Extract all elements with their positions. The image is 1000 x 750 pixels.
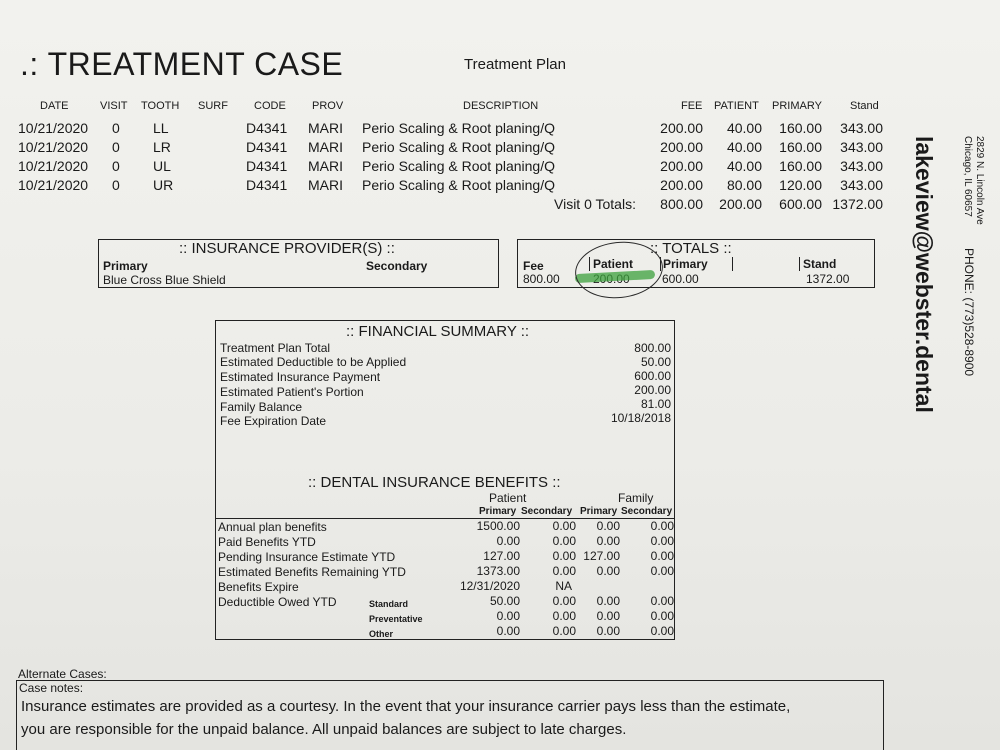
cell-prov: MARI	[308, 177, 343, 193]
totals-stand: 1372.00	[832, 196, 883, 212]
benefit-value: 0.00	[496, 534, 520, 548]
cell-patient: 40.00	[726, 120, 762, 136]
cell-fee: 200.00	[660, 120, 703, 136]
benefit-value: 0.00	[496, 609, 520, 623]
benefit-label: Paid Benefits YTD	[218, 535, 316, 549]
address-block	[961, 136, 985, 225]
totals-fee-value: 800.00	[523, 272, 560, 286]
cell-visit: 0	[112, 120, 120, 136]
cell-stand: 343.00	[840, 177, 883, 193]
cell-patient: 40.00	[726, 139, 762, 155]
benefit-value: 0.00	[552, 624, 576, 638]
benefit-value: 0.00	[596, 624, 620, 638]
table-row	[0, 176, 900, 194]
benefit-value: 1373.00	[476, 564, 520, 578]
cell-patient: 80.00	[726, 177, 762, 193]
cell-description: Perio Scaling & Root planing/Q	[362, 139, 555, 155]
benefit-value: 0.00	[650, 534, 674, 548]
totals-divider	[799, 257, 800, 271]
benefit-value: 0.00	[596, 519, 620, 533]
cell-date: 10/21/2020	[18, 158, 89, 174]
benefit-value: 127.00	[583, 549, 620, 563]
address-line: 2829 N. Lincoln Ave	[974, 136, 985, 225]
case-notes-box	[16, 680, 884, 750]
benefit-value: 50.00	[489, 594, 520, 608]
col-header-tooth: TOOTH	[141, 100, 180, 112]
benefits-title: :: DENTAL INSURANCE BENEFITS ::	[308, 474, 561, 491]
fin-label: Family Balance	[220, 400, 303, 414]
benefits-group-patient: Patient	[489, 491, 527, 505]
cell-tooth: LR	[153, 139, 171, 155]
fin-label: Estimated Patient's Portion	[220, 385, 364, 399]
cell-visit: 0	[112, 158, 120, 174]
cell-primary: 160.00	[779, 139, 822, 155]
totals-patient: 200.00	[719, 196, 762, 212]
cell-stand: 343.00	[840, 139, 883, 155]
benefits-col-family-primary: Primary	[580, 506, 618, 517]
cell-date: 10/21/2020	[18, 177, 89, 193]
alternate-cases-label: Alternate Cases:	[18, 667, 107, 681]
benefit-sublabel: Standard	[369, 599, 409, 609]
address-line: Chicago, IL 60657	[962, 136, 973, 217]
financial-summary-box	[215, 320, 675, 640]
benefit-label: Estimated Benefits Remaining YTD	[218, 565, 406, 579]
fin-value: 10/18/2018	[610, 411, 671, 425]
totals-box	[517, 239, 875, 288]
benefit-label: Deductible Owed YTD	[218, 595, 337, 609]
benefit-value: 0.00	[552, 534, 576, 548]
totals-primary-value: 600.00	[662, 272, 699, 286]
col-header-prov: PROV	[312, 100, 344, 112]
fin-value: 800.00	[634, 341, 671, 355]
benefits-col-patient-primary: Primary	[479, 506, 517, 517]
benefit-value: 0.00	[596, 564, 620, 578]
benefit-label: Benefits Expire	[218, 580, 299, 594]
cell-patient: 40.00	[726, 158, 762, 174]
benefit-value: 0.00	[552, 564, 576, 578]
cell-date: 10/21/2020	[18, 139, 89, 155]
benefit-value: 0.00	[596, 534, 620, 548]
benefit-value: 0.00	[650, 564, 674, 578]
benefit-value: 0.00	[552, 519, 576, 533]
cell-fee: 200.00	[660, 177, 703, 193]
benefit-value: 0.00	[650, 594, 674, 608]
website-text: lakeview@webster.dental	[911, 136, 937, 413]
benefit-sublabel: Preventative	[369, 614, 423, 624]
benefit-sublabel: Other	[369, 629, 394, 639]
col-header-date: DATE	[40, 100, 69, 112]
totals-label: Visit 0 Totals:	[554, 196, 636, 212]
table-row	[0, 138, 900, 156]
page-title: .: TREATMENT CASE	[20, 46, 344, 82]
totals-primary: 600.00	[779, 196, 822, 212]
cell-visit: 0	[112, 139, 120, 155]
insurance-provider-box	[98, 239, 499, 288]
phone-text: PHONE: (773)528-8900	[962, 248, 976, 377]
cell-visit: 0	[112, 177, 120, 193]
cell-prov: MARI	[308, 120, 343, 136]
col-header-patient: PATIENT	[714, 100, 759, 112]
insurance-primary-label: Primary	[103, 259, 148, 273]
totals-divider	[732, 257, 733, 271]
totals-patient-label: Patient	[593, 257, 634, 271]
benefit-value: 0.00	[552, 609, 576, 623]
cell-primary: 160.00	[779, 158, 822, 174]
cell-tooth: UL	[153, 158, 171, 174]
totals-box-title: :: TOTALS ::	[650, 240, 732, 257]
benefit-value: 1500.00	[476, 519, 520, 533]
col-header-code: CODE	[254, 100, 286, 112]
benefits-group-family: Family	[618, 491, 654, 505]
totals-fee-label: Fee	[523, 259, 544, 273]
insurance-secondary-label: Secondary	[366, 259, 428, 273]
benefit-value: NA	[555, 579, 572, 593]
benefits-col-patient-secondary: Secondary	[521, 506, 573, 517]
cell-description: Perio Scaling & Root planing/Q	[362, 120, 555, 136]
fin-value: 50.00	[640, 355, 671, 369]
cell-primary: 160.00	[779, 120, 822, 136]
cell-code: D4341	[246, 177, 288, 193]
totals-stand-label: Stand	[803, 257, 837, 271]
cell-prov: MARI	[308, 158, 343, 174]
benefit-value: 0.00	[552, 549, 576, 563]
col-header-visit: VISIT	[100, 100, 128, 112]
benefit-value: 0.00	[650, 609, 674, 623]
note-line: you are responsible for the unpaid balance. All unpaid balances are subject to late charges.	[21, 721, 627, 738]
cell-code: D4341	[246, 139, 288, 155]
totals-row	[0, 195, 900, 213]
cell-code: D4341	[246, 158, 288, 174]
benefit-value: 0.00	[650, 519, 674, 533]
col-header-fee: FEE	[681, 100, 703, 112]
cell-description: Perio Scaling & Root planing/Q	[362, 158, 555, 174]
financial-summary-title: :: FINANCIAL SUMMARY ::	[346, 323, 530, 340]
benefit-value: 0.00	[552, 594, 576, 608]
cell-description: Perio Scaling & Root planing/Q	[362, 177, 555, 193]
benefit-value: 12/31/2020	[459, 579, 520, 593]
col-header-primary: PRIMARY	[772, 100, 822, 112]
fin-value: 200.00	[634, 383, 671, 397]
benefit-value: 0.00	[650, 624, 674, 638]
benefit-value: 0.00	[596, 609, 620, 623]
cell-tooth: UR	[153, 177, 174, 193]
benefit-value: 0.00	[496, 624, 520, 638]
totals-stand-value: 1372.00	[806, 272, 850, 286]
totals-primary-label: Primary	[663, 257, 708, 271]
benefit-label: Annual plan benefits	[218, 520, 327, 534]
benefit-value: 127.00	[483, 549, 520, 563]
cell-prov: MARI	[308, 139, 343, 155]
col-header-description: DESCRIPTION	[463, 100, 539, 112]
fin-label: Estimated Insurance Payment	[220, 370, 381, 384]
cell-fee: 200.00	[660, 158, 703, 174]
cell-stand: 343.00	[840, 158, 883, 174]
cell-code: D4341	[246, 120, 288, 136]
benefit-value: 0.00	[650, 549, 674, 563]
fin-label: Estimated Deductible to be Applied	[220, 355, 407, 369]
totals-fee: 800.00	[660, 196, 703, 212]
col-header-surf: SURF	[198, 100, 228, 112]
cell-date: 10/21/2020	[18, 120, 89, 136]
fin-value: 81.00	[640, 397, 671, 411]
cell-primary: 120.00	[779, 177, 822, 193]
note-line: Insurance estimates are provided as a courtesy. In the event that your insurance carrier pays less than the estimate,	[21, 698, 791, 715]
case-notes-label: Case notes:	[19, 681, 84, 695]
fin-label: Fee Expiration Date	[220, 414, 327, 428]
benefit-label: Pending Insurance Estimate YTD	[218, 550, 396, 564]
cell-stand: 343.00	[840, 120, 883, 136]
fin-label: Treatment Plan Total	[220, 341, 331, 355]
page-subtitle: Treatment Plan	[464, 56, 566, 73]
fin-value: 600.00	[634, 369, 671, 383]
table-row	[0, 157, 900, 175]
cell-fee: 200.00	[660, 139, 703, 155]
insurance-box-title: :: INSURANCE PROVIDER(S) ::	[179, 240, 395, 257]
col-header-stand: Stand	[850, 100, 879, 112]
insurance-primary-value: Blue Cross Blue Shield	[103, 273, 226, 287]
benefits-col-family-secondary: Secondary	[621, 506, 673, 517]
cell-tooth: LL	[153, 120, 169, 136]
table-row	[0, 119, 900, 137]
benefit-value: 0.00	[596, 594, 620, 608]
